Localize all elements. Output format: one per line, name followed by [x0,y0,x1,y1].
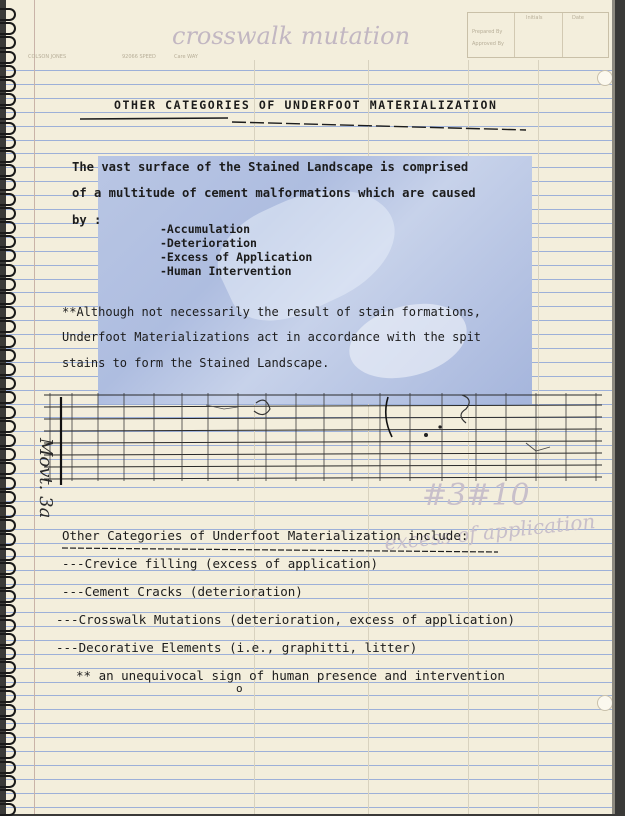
notebook-page [6,0,615,814]
spiral-coil [0,633,16,646]
ledger-column-label: Care WAY [174,54,198,60]
list-item: ---Cement Cracks (deterioration) [62,584,303,599]
spiral-coil [0,51,16,64]
handwritten-title: crosswalk mutation [172,22,411,50]
spiral-coil [0,434,16,447]
spiral-coil [0,732,16,745]
cause-item: -Excess of Application [160,250,313,264]
spiral-coil [0,761,16,774]
spiral-coil [0,221,16,234]
spiral-coil [0,533,16,546]
spiral-coil [0,406,16,419]
spiral-coil [0,36,16,49]
stray-mark: o [236,682,243,695]
spiral-coil [0,420,16,433]
paragraph1-line: by : [72,213,102,227]
spiral-coil [0,264,16,277]
spiral-coil [0,746,16,759]
spiral-coil [0,8,16,21]
spiral-coil [0,718,16,731]
paragraph1-line: of a multitude of cement malformations which are caused [72,186,476,200]
list-intro-underline [6,0,615,814]
spiral-coil [0,704,16,717]
spiral-coil [0,292,16,305]
paragraph2-line: **Although not necessarily the result of stain formations, [62,305,482,319]
spiral-coil [0,22,16,35]
spiral-coil [0,207,16,220]
list-intro: Other Categories of Underfoot Materialization include: [62,528,469,543]
handwritten-note: excess of application [383,509,597,555]
paragraph2-line: Underfoot Materializations act in accordance with the spit [62,330,482,344]
spiral-coil [0,477,16,490]
list-item: ---Crevice filling (excess of application) [62,556,379,571]
movement-label: Movt. 3a [35,438,56,519]
spiral-coil [0,278,16,291]
spiral-coil [0,178,16,191]
ledger-label-date: Date [572,15,584,21]
paragraph1-line: The vast surface of the Stained Landscape is comprised [72,160,469,174]
spiral-coil [0,491,16,504]
spiral-coil [0,448,16,461]
spiral-coil [0,505,16,518]
cause-item: -Deterioration [160,236,257,250]
spiral-coil [0,193,16,206]
spiral-coil [0,675,16,688]
handwritten-number: #3#10 [422,478,530,513]
spiral-coil [0,661,16,674]
spiral-coil [0,619,16,632]
spiral-coil [0,690,16,703]
spiral-coil [0,462,16,475]
spiral-coil [0,604,16,617]
spiral-coil [0,803,16,816]
ledger-column-label: COLSON JONES [28,54,67,60]
spiral-coil [0,122,16,135]
list-note: ** an unequivocal sign of human presence and intervention [76,668,505,683]
spiral-coil [0,562,16,575]
ledger-label-approved: Approved By [472,41,504,47]
spiral-coil [0,590,16,603]
spiral-binding [0,0,20,814]
ledger-label-prepared: Prepared By [472,29,503,35]
spiral-coil [0,150,16,163]
cause-item: -Human Intervention [160,264,292,278]
ledger-column-label: 92066 SPEED [122,54,156,60]
spiral-coil [0,349,16,362]
spiral-coil [0,576,16,589]
section-heading: OTHER CATEGORIES OF UNDERFOOT MATERIALIZATION [114,98,498,112]
spiral-coil [0,235,16,248]
paragraph2-line: stains to form the Stained Landscape. [62,356,330,370]
spiral-coil [0,136,16,149]
ledger-label-initials: Initials [526,15,543,21]
spiral-coil [0,775,16,788]
spiral-coil [0,320,16,333]
page-edge [612,0,615,814]
list-item: ---Decorative Elements (i.e., graphitti, litter) [56,640,418,655]
spiral-coil [0,65,16,78]
spiral-coil [0,789,16,802]
list-item: ---Crosswalk Mutations (deterioration, excess of application) [56,612,516,627]
spiral-coil [0,548,16,561]
spiral-coil [0,391,16,404]
cause-item: -Accumulation [160,222,251,236]
spiral-coil [0,519,16,532]
spiral-coil [0,377,16,390]
spiral-coil [0,647,16,660]
spiral-coil [0,93,16,106]
spiral-coil [0,335,16,348]
spiral-coil [0,306,16,319]
spiral-coil [0,79,16,92]
spiral-coil [0,249,16,262]
spiral-coil [0,363,16,376]
spiral-coil [0,164,16,177]
spiral-coil [0,107,16,120]
